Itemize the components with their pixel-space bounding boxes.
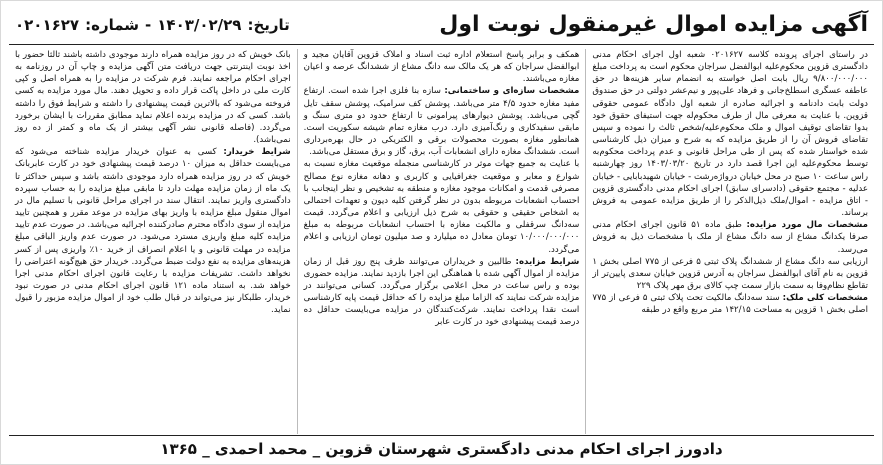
notice-paragraph: [592, 292, 868, 316]
notice-columns: [9, 49, 874, 434]
notice-paragraph: [15, 49, 291, 146]
notice-paragraph: [592, 49, 868, 219]
paragraph-heading: مشخصات سازه‌ای و ساختمانی:: [444, 86, 580, 97]
notice-paragraph: [15, 146, 291, 316]
notice-paragraph: [592, 219, 868, 255]
notice-paragraph: [304, 158, 580, 255]
date-value: ۱۴۰۳/۰۲/۲۹: [157, 15, 242, 34]
paragraph-text: در راستای اجرای پرونده کلاسه ۰۲۰۱۶۲۷ شعبه اول اجرای احکام مدنی دادگستری قزوین محکوم‌علیه ابوالفضل سراجان محکوم است به پرداخت مبلغ ۹/۸۰۰/۰۰۰/۰۰۰ ریال بابت اصل خواسته به انضمام سایر هزینه‌ها در حق عاطفه عسگری اسطلخ‌جانی و فرهاد علی‌پور و نیم‌عشر دولتی در حق صندوق دولت بابت دادنامه و اجرائیه صادره از شعبه اول دادگاه عمومی حقوقی قزوین. با عنایت به معرفی مال از طرف محکوم‌له جهت استیفای حقوق خود بدوا تقاضای توقیف اموال و ملک محکوم‌علیه/شخص ثالث را نموده و سپس تقاضای فروش آن را از طریق مزایده که به شرح و میزان ذیل کارشناسی شده خواستار شده که پس از طی مراحل قانونی و عدم پرداخت محکوم‌به توسط محکوم‌علیه این اجرا قصد دارد در تاریخ ۱۴۰۳/۰۳/۲۰ روز چهارشنبه راس ساعت ۱۰ صبح در محل خیابان درواژه‌رشت - خیابان شهیدبابایی - خیابان عدلیه - مجتمع حقوقی (دادسرای سابق) اجرای احکام مدنی دادگستری قزوین - اتاق مزایده - اموال/ملک ذیل‌الذکر را از طریق مزایده عمومی به فروش برساند.: [592, 50, 868, 219]
number-label: شماره:: [85, 15, 140, 34]
paragraph-text: کسی به عنوان خریدار مزایده شناخته می‌شود که می‌بایست حداقل به میزان ۱۰ درصد قیمت پیشنهادی خود در کارت عابربانک خویش که در روز مزایده همراه دارد موجودی داشته باشد و سپس حداکثر تا یک ماه از زمان مزایده مهلت دارد تا مابقی مبلغ مزایده را به حساب سپرده دادگستری واریز نمایند. انتقال سند در اجرای مراحل قانونی با تسلیم مال در اموال منقول مبلغ مزایده با واریز بهای مزایده در موعد مقرر و همچنین تایید مزایده از سوی دادگاه محترم صادرکننده اجرائیه می‌باشد. در صورت عدم تایید مزایده کلیه مبلغ واریزی مسترد می‌شود. در صورت عدم واریز الباقی مبلغ مزایده در مهلت قانونی و یا اعلام انصراف از خرید ۱۰٪ واریزی پس از کسر هزینه‌های مزایده به نفع دولت ضبط می‌گردد. خریدار حق هیچ‌گونه اعتراضی را نخواهد داشت. تشریفات مزایده با رعایت قانون اجرای احکام مدنی اجرا خواهد شد. به استناد ماده ۱۲۱ قانون اجرای احکام مدنی در صورت نبود خریدار، طلبکار نیز می‌تواند در قبال طلب خود از اموال مزایده مزبور را قبول نماید.: [14, 147, 291, 316]
column-middle: [298, 49, 587, 434]
paragraph-heading: شرایط مزایده:: [515, 256, 580, 267]
notice-title: آگهی مزایده اموال غیرمنقول نوبت اول: [439, 12, 868, 37]
notice-paragraph: [304, 256, 580, 329]
notice-footer: دادورز اجرای احکام مدنی دادگستری شهرستان قزوین _ محمد احمدی _ ۱۳۶۵: [9, 435, 874, 462]
notice-header: [9, 5, 874, 45]
notice-paragraph: [304, 85, 580, 158]
paragraph-text: ارزیابی سه دانگ مشاع از ششدانگ پلاک ثبتی ۵ فرعی از ۷۷۵ اصلی بخش ۱ قزوین به نام آقای ابوالفضل سراجان به آدرس قزوین خیابان سعدی پایین‌تر از تقاطع نظام‌وفا به سمت بازار سمت چپ کالای برق مهر پلاک ۲۲۹: [592, 256, 868, 291]
paragraph-text: سند سه‌دانگ مالکیت تحت پلاک ثبتی ۵ فرعی از ۷۷۵ اصلی بخش ۱ قزوین به مساحت ۱۴۲/۱۵ متر مربع واقع در طبقه: [592, 293, 868, 316]
paragraph-text: همکف و برابر پاسخ استعلام اداره ثبت اسناد و املاک قزوین آقایان مجید و ابوالفضل سراجان که هر یک مالک سه دانگ مشاع از ششدانگ عرصه و اعیان مغازه می‌باشند.: [303, 50, 580, 85]
notice-paragraph: [592, 256, 868, 292]
paragraph-heading: مشخصات مال مورد مزایده:: [746, 220, 869, 231]
column-left: [9, 49, 298, 434]
paragraph-heading: مشخصات کلی ملک:: [782, 293, 869, 304]
paragraph-heading: شرایط خریدار:: [223, 147, 291, 158]
paragraph-text: طبق ماده ۵۱ قانون اجرای احکام مدنی صرفا یکدانگ مشاع از سه دانگ مشاع از ملک با مشخصات ذیل به فروش می‌رسد.: [592, 220, 868, 255]
column-right: [586, 49, 874, 434]
paragraph-text: سازه بنا فلزی اجرا شده است. ارتفاع مفید مغازه حدود ۴/۵ متر می‌باشد. پوشش کف سرامیک، پوشش سقف تایل گچی می‌باشد. پوشش دیوارهای پیرامونی تا ارتفاع حدود دو متری سنگ و مابقی سفیدکاری و رنگ‌آمیزی دارد. درب مغازه تمام شیشه سکوریت است. همانطور مغازه بصورت محصولات برقی و الکتریکی در حال بهره‌برداری است. ششدانگ مغازه دارای انشعابات آب، برق، گاز و برق مستقل می‌باشد.: [303, 86, 580, 158]
date-label: تاریخ:: [247, 15, 290, 34]
paragraph-text: بانک خویش که در روز مزایده همراه دارند موجودی داشته باشند ثالثا حضور با اخذ نوبت اینترنتی جهت دریافت متن آگهی مزایده و چاپ آن در روزنامه به اجرای احکام مراجعه نمایند. فرم شرکت در مزایده را به همراه اصل و کپی کارت ملی در داخل پاکت قرار داده و تحویل دهند. مال مورد مزایده به کسی فروخته می‌شود که بالاترین قیمت پیشنهادی را داشته و شرایط فوق را داشته باشد. کسی که در مزایده برنده اعلام نماید مطابق مقررات با ایشان برخورد می‌گردد. (فاصله قانونی نشر آگهی بیشتر از یک ماه و کمتر از ده روز نمی‌باشد).: [14, 50, 291, 146]
paragraph-text: طالبین و خریداران می‌توانند ظرف پنج روز قبل از زمان مزایده از اموال آگهی شده با هماهنگی این اجرا بازدید نمایند. مزایده حضوری بوده و راس ساعت در محل اعلامی برگزار می‌گردد. کسانی می‌توانند در مزایده شرکت نمایند که الزاما مبلغ مزایده را که حداقل قیمت پایه کارشناسی است نقدا پرداخت نمایند. شرکت‌کنندگان در مزایده می‌بایست حداقل ده درصد قیمت پیشنهادی خود در کارت عابر: [303, 256, 580, 328]
notice-meta: [9, 16, 290, 34]
meta-separator: -: [145, 15, 152, 34]
number-value: ۰۲۰۱۶۲۷: [15, 15, 80, 34]
notice-paragraph: [304, 49, 580, 85]
paragraph-text: با عنایت به جمیع جهات موثر در کارشناسی منجمله موقعیت مغازه نسبت به شوارع و معابر و موقعیت جغرافیایی و کاربری و دهانه مغازه نوع مصالح مصرفی قدمت و امکانات موجود مغازه و منطقه به تشخیص و نظر اینجانب با احتساب انشعابات مربوطه بدون در نظر گرفتن کلیه دیون و تعهدات احتمالی به اشخاص حقیقی و حقوقی به شرح ذیل ارزیابی و اعلام می‌گردد. قیمت سه‌دانگ سرقفلی و مالکیت مغازه با احتساب انشعابات مربوطه به مبلغ ۱۰/۰۰۰/۰۰۰/۰۰۰ تومان معادل ده میلیارد و صد میلیون تومان ارزیابی و اعلام می‌گردد.: [303, 159, 580, 255]
